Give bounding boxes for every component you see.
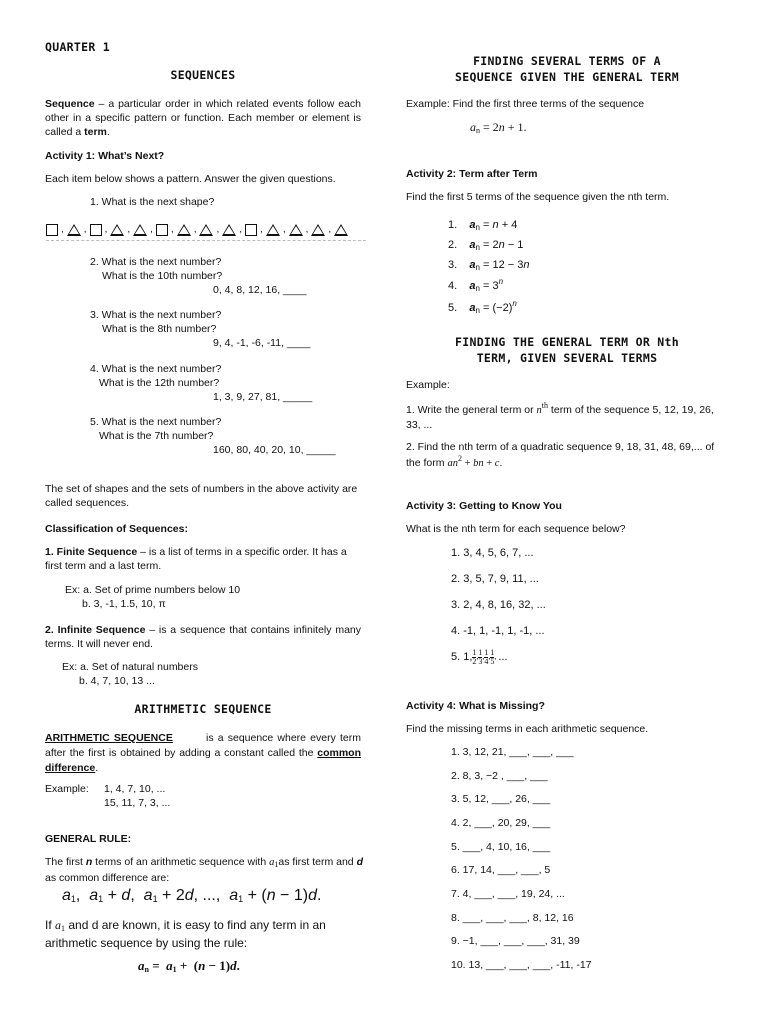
a2-item-3: 3. $a_n = 12 - 3n$	[448, 258, 530, 272]
q4-twelfth: What is the 12th number?	[99, 377, 220, 390]
set-explanation: The set of shapes and the sets of numbers in the above activity are called sequences.	[45, 483, 358, 510]
a2-item-5: 5. $a_n = (-2)^n$	[448, 299, 517, 316]
finite-term: 1. Finite Sequence	[45, 546, 138, 558]
terms-formula: $a_1$, $a_1 + d$, $a_1 + 2d$, ..., $a_1 + (n - 1)d$.	[62, 887, 322, 904]
activity4-list	[451, 745, 592, 972]
rule-n: n	[85, 856, 93, 868]
infinite-example-a: Ex: a. Set of natural numbers	[62, 661, 198, 673]
shape-pattern	[46, 223, 364, 237]
activity1-intro: Each item below shows a pattern. Answer the given questions.	[45, 173, 336, 185]
activity3-intro: What is the nth term for each sequence below?	[406, 523, 626, 535]
q3-sequence: 9, 4, -1, -6, -11, ____	[213, 337, 311, 350]
shape-comma: ,	[150, 224, 153, 235]
arithmetic-definition	[45, 731, 361, 776]
a4-item-9: 9. −1, ___, ___, ___, 31, 39	[451, 935, 580, 948]
arithmetic-title: ARITHMETIC SEQUENCE	[134, 702, 272, 716]
infinite-text: – is a sequence that contains infinitely many terms. It will never end.	[45, 624, 362, 651]
rule-d: d	[356, 856, 363, 868]
activity2-intro: Find the first 5 terms of the sequence given the nth term.	[406, 191, 670, 203]
def-text: – a particular order in which related events follow each other in a specific pattern or function. Each member or element is called a	[45, 98, 361, 139]
triangle-shape	[177, 224, 191, 236]
common-difference-term: common difference	[45, 746, 361, 774]
if-text-1: If	[45, 918, 56, 932]
shape-comma: ,	[328, 224, 332, 235]
question-5	[90, 415, 336, 458]
finding-terms-title-line2: SEQUENCE GIVEN THE GENERAL TERM	[455, 69, 679, 84]
rule-text-4: as common difference are:	[45, 871, 170, 884]
a3-item-3: 3. 2, 4, 8, 16, 32, ...	[451, 598, 546, 611]
shape-comma: ,	[170, 224, 174, 235]
activity1-title: Activity 1: What’s Next?	[45, 150, 165, 162]
a2-item-1: 1. $a_n = n + 4$	[448, 219, 518, 232]
arith-end: .	[95, 761, 99, 774]
def-term: Sequence	[45, 98, 95, 110]
finite-text: – is a list of terms in a specific order. It has a first term and a last term.	[45, 546, 347, 573]
ex2-text-a: 2. Find the nth term of a quadratic sequence 9, 18, 31, 48, 69,... of the form	[406, 441, 715, 470]
question-1: 1. What is the next shape?	[90, 196, 215, 208]
shape-comma: ,	[193, 224, 197, 235]
activity3-title: Activity 3: Getting to Know You	[406, 500, 562, 512]
activity4-intro: Find the missing terms in each arithmetic sequence.	[406, 723, 649, 735]
nth-symbol: $n^{th}$	[536, 401, 549, 416]
a1-symbol: $a_1$	[269, 857, 279, 869]
activity2-title: Activity 2: Term after Term	[406, 168, 538, 180]
a4-item-8: 8. ___, ___, ___, 8, 12, 16	[451, 911, 574, 924]
shape-divider	[46, 240, 366, 241]
arith-example-2: 15, 11, 7, 3, ...	[104, 797, 171, 809]
a3-item-5-prefix: 5. 1,	[451, 651, 473, 664]
infinite-example-b: b. 4, 7, 10, 13 ...	[79, 675, 155, 687]
q4-next: 4. What is the next number?	[90, 363, 222, 375]
finite-definition	[45, 545, 365, 573]
def-term2: term	[84, 126, 107, 139]
shape-comma: ,	[83, 224, 87, 235]
finding-general-term-title	[406, 335, 728, 366]
rule-text-1: The first	[45, 856, 86, 868]
triangle-shape	[222, 224, 236, 236]
arith-example-1: 1, 4, 7, 10, ...	[104, 783, 166, 795]
example-formula: $a_n = 2n + 1$.	[470, 120, 527, 135]
infinite-definition	[45, 623, 361, 651]
general-term-example-label: Example:	[406, 379, 450, 391]
finding-terms-example: Example: Find the first three terms of the sequence	[406, 98, 645, 110]
general-term-example-1	[406, 401, 728, 432]
q4-sequence: 1, 3, 9, 27, 81, _____	[213, 391, 313, 404]
a4-item-5: 5. ___, 4, 10, 16, ___	[451, 840, 551, 853]
question-2	[90, 255, 306, 298]
triangle-shape	[311, 224, 325, 236]
shape-comma: ,	[239, 224, 243, 235]
shape-comma: ,	[282, 224, 286, 235]
shape-comma: ,	[305, 224, 309, 235]
square-shape	[90, 224, 102, 236]
triangle-shape	[67, 224, 81, 236]
triangle-shape	[110, 224, 124, 236]
q3-next: 3. What is the next number?	[90, 309, 222, 321]
if-text-2: and d are known, it is easy to find any term in an arithmetic sequence by using the rule:	[45, 918, 326, 950]
a3-item-1: 1. 3, 4, 5, 6, 7, ...	[451, 547, 534, 559]
square-shape	[156, 224, 168, 236]
triangle-shape	[289, 224, 303, 236]
a2-item-4: 4. $a_n = 3^n$	[448, 277, 504, 294]
finite-example-a: Ex: a. Set of prime numbers below 10	[65, 584, 241, 596]
a4-item-6: 6. 17, 14, ___, ___, 5	[451, 864, 551, 877]
finding-terms-title	[406, 54, 728, 85]
question-3	[90, 308, 310, 351]
ex1-text-a: 1. Write the general term or	[406, 404, 537, 416]
triangle-shape	[199, 224, 213, 236]
finding-terms-title-line1: FINDING SEVERAL TERMS OF A	[473, 54, 661, 68]
general-term-example-2: 2. Find the nth term of a quadratic sequence 9, 18, 31, 48, 69,... of the form $an^2$ + bn + c.	[406, 441, 715, 470]
fractions: 1 2 , 1 3 , 1 4 , 1 5 ,	[472, 648, 497, 667]
a4-item-4: 4. 2, ___, 20, 29, ___	[451, 817, 551, 830]
q5-seventh: What is the 7th number?	[99, 430, 214, 443]
general-rule-title: GENERAL RULE:	[45, 833, 132, 845]
shape-comma: ,	[61, 224, 64, 235]
a3-item-4: 4. -1, 1, -1, 1, -1, ...	[451, 624, 545, 637]
activity2-list	[448, 218, 530, 321]
q2-sequence: 0, 4, 8, 12, 16, ____	[213, 284, 307, 297]
rule-text-2: terms of an arithmetic sequence with	[92, 856, 270, 868]
a4-item-3: 3. 5, 12, ___, 26, ___	[451, 793, 551, 806]
triangle-shape	[133, 224, 147, 236]
finite-example-b: b. 3, -1, 1.5, 10, π	[82, 598, 166, 610]
activity3-list	[451, 546, 546, 666]
square-shape	[245, 224, 257, 236]
finding-general-term-line2: TERM, GIVEN SEVERAL TERMS	[476, 350, 658, 365]
ex1-text-b: term of the sequence 5, 12, 19, 26, 33, ...	[406, 404, 714, 432]
triangle-shape	[334, 224, 348, 236]
shape-comma: ,	[104, 224, 108, 235]
activity4-title: Activity 4: What is Missing?	[406, 700, 545, 712]
q2-tenth: What is the 10th number?	[102, 270, 223, 283]
classification-title: Classification of Sequences:	[45, 523, 188, 535]
q5-next: 5. What is the next number?	[90, 416, 222, 428]
infinite-term: 2. Infinite Sequence	[45, 624, 146, 636]
if-known-text	[45, 917, 365, 951]
q5-sequence: 160, 80, 40, 20, 10, _____	[213, 444, 336, 457]
q3-eighth: What is the 8th number?	[102, 323, 217, 336]
sequences-title: SEQUENCES	[170, 68, 236, 82]
q2-next: 2. What is the next number?	[90, 256, 222, 268]
shape-comma: ,	[260, 224, 263, 235]
square-shape	[46, 224, 58, 236]
def-end: .	[106, 126, 110, 139]
arith-example-label: Example:	[45, 783, 89, 795]
a3-item-2: 2. 3, 5, 7, 9, 11, ...	[451, 572, 539, 585]
a2-item-2: 2. $a_n = 2n - 1$	[448, 238, 524, 252]
a3-item-5: 5. 1, 1 2 , 1 3 , 1 4 , 1 5 , ...	[451, 648, 508, 667]
a4-item-10: 10. 13, ___, ___, ___, -11, -17	[451, 959, 592, 972]
shape-comma: ,	[216, 224, 220, 235]
quadratic-form: $an^2$ + bn + c	[447, 454, 500, 470]
rule-text-3: as first term and	[278, 856, 357, 868]
arith-text: is a sequence where every term after the first is obtained by adding a constant called the	[45, 732, 361, 759]
a4-item-2: 2. 8, 3, −2 , ___, ___	[451, 769, 548, 782]
finding-general-term-line1: FINDING THE GENERAL TERM OR Nth	[455, 335, 679, 349]
arith-term: ARITHMETIC SEQUENCE	[45, 732, 173, 744]
triangle-shape	[266, 224, 280, 236]
a1-symbol-2: $a_1$	[55, 918, 66, 933]
quarter-label: QUARTER 1	[45, 40, 111, 54]
a4-item-7: 7. 4, ___, ___, 19, 24, ...	[451, 888, 565, 901]
shape-comma: ,	[127, 224, 131, 235]
a4-item-1: 1. 3, 12, 21, ___, ___, ___	[451, 746, 574, 758]
general-formula: $a_n = a_1 + (n - 1)d$.	[138, 958, 240, 974]
sequence-definition	[45, 97, 361, 140]
question-4	[90, 362, 312, 405]
rule-description	[45, 855, 365, 885]
